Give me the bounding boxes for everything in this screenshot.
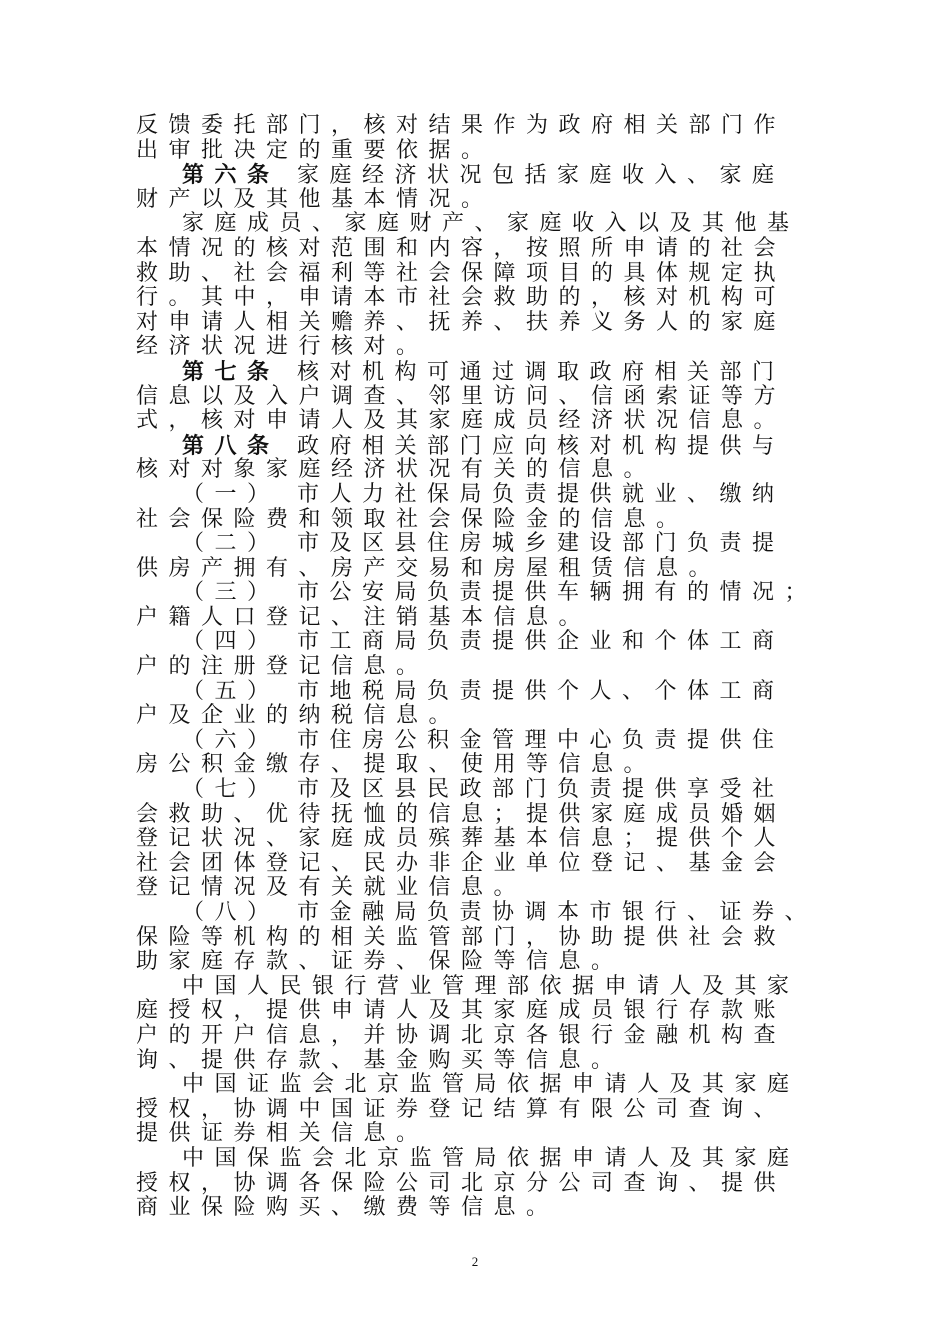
page-number: 2 [471,1254,479,1269]
text-line: 授权，协调中国证券登记结算有限公司查询、 [136,1096,787,1122]
text-line: 信息以及入户调查、邻里访问、信函索证等方 [136,383,787,409]
list-item-line: （二） 市及区县住房城乡建设部门负责提 [182,531,785,557]
text-line: 房公积金缴存、提取、使用等信息。 [136,752,657,778]
text-line: 救助、社会福利等社会保障项目的具体规定执 [136,260,787,286]
text-line: 财产以及其他基本情况。 [136,186,494,212]
text-line: 反馈委托部门，核对结果作为政府相关部门作 [136,113,787,138]
text-line: 式，核对申请人及其家庭成员经济状况信息。 [136,408,787,434]
text-line: 出审批决定的重要依据。 [136,137,494,163]
list-item-line: （三） 市公安局负责提供车辆拥有的情况； [182,580,817,606]
text-line: 登记情况及有关就业信息。 [136,875,527,901]
text-line: 保险等机构的相关监管部门，协助提供社会救 [136,924,787,950]
document-body [136,114,816,1221]
article-line: 第七条 核对机构可通过调取政府相关部门 [182,358,785,385]
text-line: 本情况的核对范围和内容，按照所申请的社会 [136,235,787,261]
text-line: 对申请人相关赡养、抚养、扶养义务人的家庭 [136,309,787,335]
text-line: 询、提供存款、基金购买等信息。 [136,1047,624,1073]
text-line: 核对对象家庭经济状况有关的信息。 [136,457,657,483]
text-line: 户的注册登记信息。 [136,654,429,680]
text-line: 中国证监会北京监管局依据申请人及其家庭 [182,1072,800,1098]
article-heading: 第七条 [182,358,280,385]
text-line: 社会团体登记、民办非企业单位登记、基金会 [136,850,787,876]
list-item-line: （七） 市及区县民政部门负责提供享受社 [182,777,785,803]
text-line: 户籍人口登记、注销基本信息。 [136,604,592,630]
text-line: 行。其中，申请本市社会救助的，核对机构可 [136,285,787,311]
text-line: 户及企业的纳税信息。 [136,703,462,729]
list-item-line: （四） 市工商局负责提供企业和个体工商 [182,629,785,655]
text-line: 社会保险费和领取社会保险金的信息。 [136,506,689,532]
text-line: 会救助、优待抚恤的信息；提供家庭成员婚姻 [136,801,787,827]
text-line: 中国人民银行营业管理部依据申请人及其家 [182,973,800,999]
text-line: 商业保险购买、缴费等信息。 [136,1195,559,1221]
text-line: 助家庭存款、证券、保险等信息。 [136,949,624,975]
article-heading: 第八条 [182,432,280,459]
article-heading: 第六条 [182,162,280,189]
text-line: 中国保监会北京监管局依据申请人及其家庭 [182,1145,800,1171]
text-line: 家庭成员、家庭财产、家庭收入以及其他基 [182,211,800,237]
article-line: 第六条 家庭经济状况包括家庭收入、家庭 [182,162,785,189]
list-item-line: （一） 市人力社保局负责提供就业、缴纳 [182,481,785,507]
text-line: 登记状况、家庭成员殡葬基本信息；提供个人 [136,826,787,852]
text-line: 庭授权，提供申请人及其家庭成员银行存款账 [136,998,787,1024]
article-line: 第八条 政府相关部门应向核对机构提供与 [182,432,785,459]
text-line: 授权，协调各保险公司北京分公司查询、提供 [136,1170,787,1196]
list-item-line: （六） 市住房公积金管理中心负责提供住 [182,727,785,753]
text-line: 经济状况进行核对。 [136,334,429,360]
text-line: 提供证券相关信息。 [136,1121,429,1147]
text-line: 户的开户信息，并协调北京各银行金融机构查 [136,1022,787,1048]
list-item-line: （八） 市金融局负责协调本市银行、证券、 [182,900,817,925]
text-line: 供房产拥有、房产交易和房屋租赁信息。 [136,555,722,581]
list-item-line: （五） 市地税局负责提供个人、个体工商 [182,678,785,704]
